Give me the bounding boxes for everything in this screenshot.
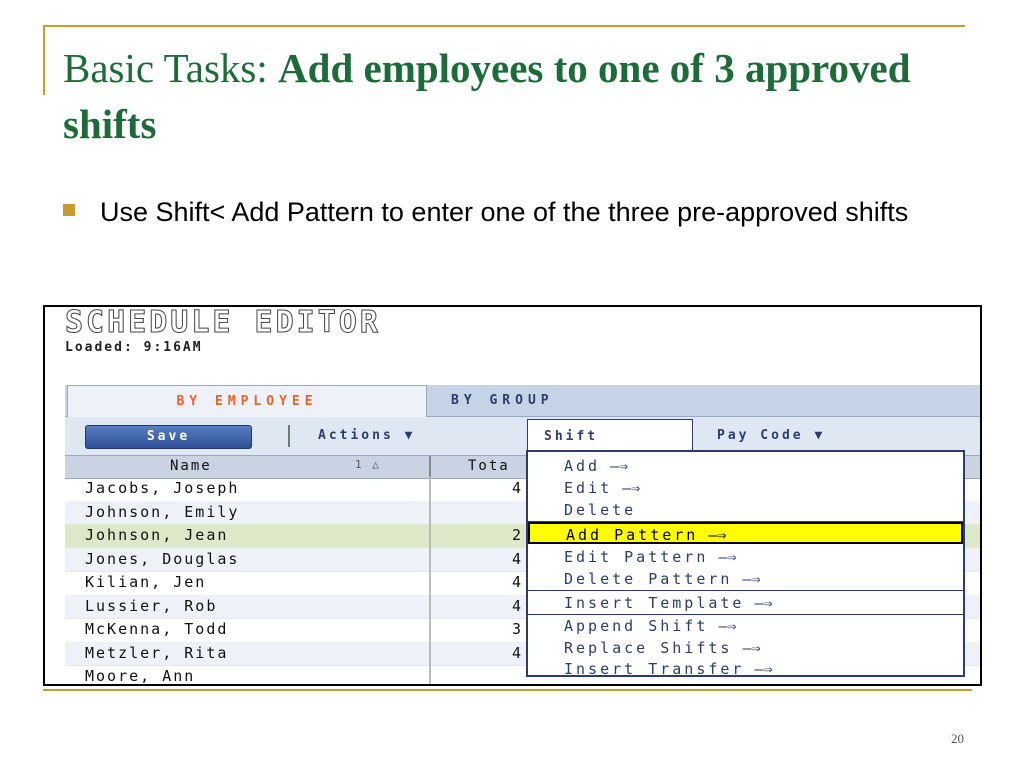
menu-item-label: Append Shift [564,617,709,635]
menu-divider [528,590,963,591]
tab-by-group[interactable]: BY GROUP [451,393,554,408]
slide-title-bold: Add employees to one of 3 approved shifts [63,45,911,147]
menu-item-edit-pattern[interactable] [528,546,963,568]
page-number: 20 [951,731,964,746]
menu-item-label: Insert Transfer [564,660,745,678]
employee-total: 4 [512,479,524,497]
menu-item-label: Delete Pattern [564,570,733,588]
shift-menu[interactable]: Shift [527,419,693,453]
pay-code-menu[interactable]: Pay Code ▼ [717,428,826,443]
menu-item-add-pattern[interactable] [528,522,963,544]
submenu-arrow-icon: —⇒ [754,594,773,612]
submenu-arrow-icon: —⇒ [742,570,761,588]
employee-name: Jones, Douglas [85,549,240,568]
column-divider [429,477,431,686]
column-header-name[interactable]: Name [170,458,212,474]
employee-total: 4 [512,573,524,591]
menu-item-label: Edit [564,479,613,497]
employee-name: Lussier, Rob [85,596,218,615]
bottom-rule [43,689,972,691]
employee-name: Johnson, Emily [85,502,240,521]
menu-item-delete-pattern[interactable] [528,568,963,590]
save-button[interactable]: Save [85,425,252,449]
menu-item-delete[interactable] [528,499,963,521]
submenu-arrow-icon: —⇒ [742,639,761,657]
shift-dropdown-menu [526,450,965,677]
toolbar-divider [288,425,290,447]
slide-title-prefix: Basic Tasks: [63,45,279,91]
submenu-arrow-icon: —⇒ [708,526,727,544]
submenu-arrow-icon: —⇒ [610,457,629,475]
employee-name: Jacobs, Joseph [85,479,240,497]
column-divider[interactable] [429,456,431,478]
submenu-arrow-icon: —⇒ [718,617,737,635]
menu-item-label: Add [564,457,601,475]
employee-name: Metzler, Rita [85,643,229,662]
employee-total: 2 [512,526,524,544]
sort-ascending-icon[interactable]: 1 △ [355,458,381,471]
menu-item-add[interactable] [528,455,963,477]
menu-item-replace-shifts[interactable] [528,637,963,659]
actions-menu[interactable]: Actions ▼ [318,428,416,443]
submenu-arrow-icon: —⇒ [622,479,641,497]
menu-item-label: Delete [564,501,637,519]
submenu-arrow-icon: —⇒ [754,660,773,678]
employee-name: McKenna, Todd [85,620,229,638]
slide-title [63,40,983,152]
menu-item-label: Insert Template [564,594,745,612]
menu-item-label: Add Pattern [566,526,699,544]
employee-name: Kilian, Jen [85,573,207,591]
employee-name: Johnson, Jean [85,526,229,544]
tab-bar [65,385,980,417]
top-rule [43,25,965,27]
employee-total: 3 [512,620,524,638]
employee-total: 4 [512,643,524,662]
menu-item-insert-template[interactable] [528,592,963,614]
menu-item-insert-transfer[interactable] [528,658,963,680]
menu-item-label: Replace Shifts [564,639,733,657]
schedule-editor-screenshot [43,305,982,686]
employee-name: Moore, Ann [85,667,196,685]
menu-item-label: Edit Pattern [564,548,709,566]
employee-total: 4 [512,596,524,615]
loaded-status: Loaded: 9:16AM [65,340,203,355]
bullet-text: Use Shift< Add Pattern to enter one of the three pre-approved shifts [100,197,909,227]
column-header-total[interactable]: Tota [468,458,510,474]
tab-by-employee[interactable]: BY EMPLOYEE [67,385,427,417]
menu-item-append-shift[interactable] [528,615,963,637]
editor-title: SCHEDULE EDITOR [65,305,381,340]
submenu-arrow-icon: —⇒ [718,548,737,566]
employee-total: 4 [512,549,524,568]
menu-item-edit[interactable] [528,477,963,499]
title-accent-bar [43,25,45,95]
bullet-square-icon [63,204,75,216]
